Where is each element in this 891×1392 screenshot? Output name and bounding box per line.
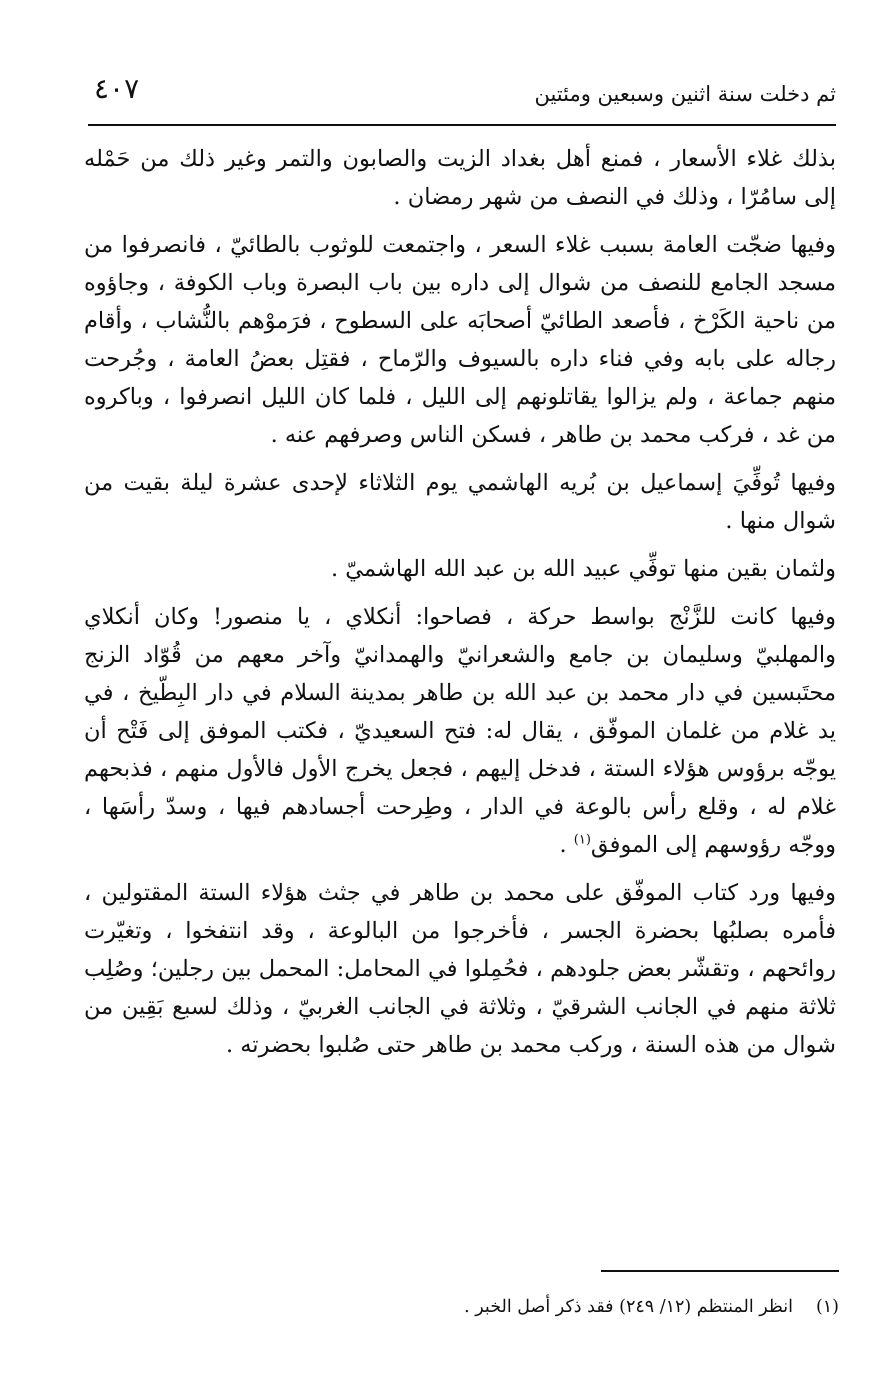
footnote [59, 1293, 839, 1321]
paragraph: بذلك غلاء الأسعار ، فمنع أهل بغداد الزيت والصابون والتمر وغير ذلك من حَمْله إلى سامُرّا ، وذلك في النصف من شهر رمضان . [84, 146, 836, 210]
footnote-marker: (١) [815, 1297, 839, 1317]
paragraph-text: وفيها كانت للزَّنْج بواسط حركة ، فصاحوا: أنكلاي ، يا منصور! وكان أنكلاي والمهلبيّ وسليمان بن جامع والشعرانيّ والهمدانيّ وآخر معهم من قُوّاد الزنج محتَبسين في دار محمد بن عبد الله بن طاهر بمدينة السلام في دار البِطّيخ ، في يد غلام من غلمان الموفّق ، يقال له: فتح السعيديّ ، فكتب الموفق إلى فَتْح أن يوجّه برؤوس هؤلاء الستة ، فدخل إليهم ، فجعل يخرج الأول فالأول منهم ، فذبحهم غلام له ، وقلع رأس بالوعة في الدار ، وطِرحت أجسادهم فيها ، وسدّ رأسَها ، ووجّه رؤوسهم إلى الموفق [84, 604, 836, 858]
footnote-text: انظر المنتظم (١٢/ ٢٤٩) فقد ذكر أصل الخبر . [464, 1297, 793, 1317]
footnote-reference: (١) [573, 832, 591, 848]
running-title: ثم دخلت سنة اثنين وسبعين ومئتين [534, 82, 836, 106]
paragraph: ولثمان بقين منها توفِّي عبيد الله بن عبد الله الهاشميّ . [330, 556, 836, 582]
paragraph: وفيها ضجّت العامة بسبب غلاء السعر ، واجتمعت للوثوب بالطائيّ ، فانصرفوا من مسجد الجامع للنصف من شوال إلى داره بين باب البصرة وباب الكوفة ، وجاؤوه من ناحية الكَرْخ ، فأصعد الطائيّ أصحابَه على السطوح ، فرَموْهم بالنُّشاب ، وأقام رجاله على بابه وفي فناء داره بالسيوف والرّماح ، فقتِل بعضُ العامة ، وجُرحت منهم جماعة ، ولم يزالوا يقاتلونهم إلى الليل ، فلما كان الليل انصرفوا ، وباكروه من غد ، فركب محمد بن طاهر ، فسكن الناس وصرفهم عنه . [84, 232, 836, 448]
header-divider [88, 124, 836, 126]
paragraph-with-footnote [84, 598, 836, 864]
page-number: ٤٠٧ [94, 72, 140, 105]
running-header [84, 72, 836, 120]
main-text [84, 140, 836, 1074]
paragraph: وفيها ورد كتاب الموفّق على محمد بن طاهر في جثث هؤلاء الستة المقتولين ، فأمره بصلبُها بحضرة الجسر ، فأخرجوا من البالوعة ، وقد انتفخوا ، وتغيّرت روائحهم ، وتقشّر بعض جلودهم ، فحُمِلوا في المحامل: المحمل بين رجلين؛ وصُلِب ثلاثة منهم في الجانب الشرقيّ ، وثلاثة في الجانب الغربيّ ، وذلك لسبع بَقِين من شوال من هذه السنة ، وركب محمد بن طاهر حتى صُلبوا بحضرته . [84, 880, 836, 1058]
footnote-divider [601, 1270, 839, 1272]
paragraph: وفيها تُوفِّيَ إسماعيل بن بُريه الهاشمي يوم الثلاثاء لإحدى عشرة ليلة بقيت من شوال منها . [84, 470, 836, 534]
paragraph-end: . [559, 832, 574, 858]
